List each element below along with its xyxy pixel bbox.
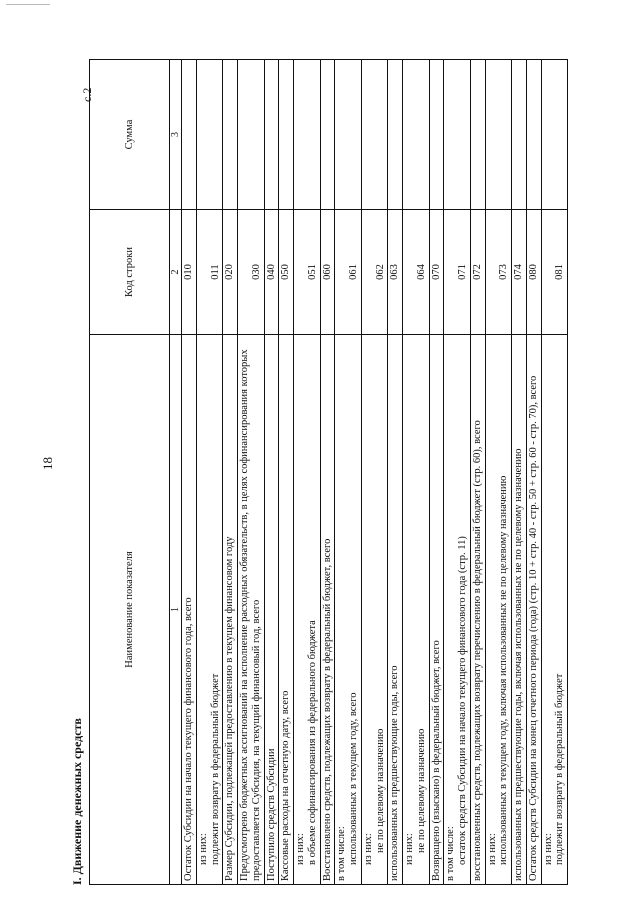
- table-row: [335, 60, 362, 885]
- row-code: 060: [320, 210, 335, 335]
- row-code: 080: [526, 210, 541, 335]
- row-label: Предусмотрено бюджетных ассигнований на исполнение расходных обязательств, в целях софинансирования которых предоставляется Субсидия, на текущий финансовый год, всего: [239, 349, 262, 881]
- section-title: I. Движение денежных средств: [70, 718, 84, 885]
- table-header-row: [90, 60, 170, 885]
- table-row: [238, 60, 265, 885]
- row-label-cell: [485, 335, 512, 885]
- row-label: использованных в текущем году, всего: [348, 692, 360, 865]
- row-label: подлежит возврату в федеральный бюджет: [554, 673, 566, 865]
- row-sub-caption: из них:: [486, 833, 498, 865]
- row-sum: [403, 60, 430, 210]
- row-code: 040: [264, 210, 279, 335]
- rotated-page-content: [70, 55, 610, 885]
- row-label-cell: [335, 335, 362, 885]
- table-row: [196, 60, 223, 885]
- table-row: [294, 60, 321, 885]
- table-row: [361, 60, 388, 885]
- row-label: использованных в текущем году, включая использованных не по целевому назначению: [498, 475, 510, 865]
- row-code: 050: [279, 210, 294, 335]
- row-sub-caption: из них:: [295, 833, 307, 865]
- row-sum: [470, 60, 485, 210]
- row-label-cell: [264, 335, 279, 885]
- row-label-cell: [320, 335, 335, 885]
- row-label-cell: [361, 335, 388, 885]
- column-number: 1: [170, 335, 182, 885]
- table-row: [512, 60, 527, 885]
- table-row: [429, 60, 444, 885]
- table-row: [444, 60, 471, 885]
- row-label: подлежит возврату в федеральный бюджет: [209, 673, 221, 865]
- row-label: использованных в предшествующие годы, включая использованных не по целевому назначению: [513, 448, 525, 881]
- row-code: 074: [512, 210, 527, 335]
- row-sum: [223, 60, 238, 210]
- table-row: [223, 60, 238, 885]
- row-label-cell: [541, 335, 568, 885]
- form-page-label: с.2: [80, 87, 94, 102]
- row-sum: [196, 60, 223, 210]
- row-sum: [264, 60, 279, 210]
- cash-flow-table: [89, 59, 568, 885]
- row-label-cell: [182, 335, 197, 885]
- row-label-cell: [388, 335, 403, 885]
- row-sum: [238, 60, 265, 210]
- header-sum: Сумма: [90, 60, 170, 210]
- row-label: остаток средств Субсидии на начало текущего финансового года (стр. 11): [457, 536, 469, 865]
- row-sub-caption: из них:: [404, 833, 416, 865]
- row-code: 071: [444, 210, 471, 335]
- row-label: использованных в предшествующие годы, всего: [389, 665, 401, 881]
- row-label-cell: [512, 335, 527, 885]
- row-label: Восстановлено средств, подлежащих возврату в федеральный бюджет, всего: [321, 538, 333, 881]
- row-sum: [541, 60, 568, 210]
- row-label: Остаток Субсидии на начало текущего финансового года, всего: [183, 597, 195, 881]
- column-number-row: [170, 60, 182, 885]
- row-code: 051: [294, 210, 321, 335]
- table-row: [526, 60, 541, 885]
- row-code: 072: [470, 210, 485, 335]
- row-label: в объеме софинансирования из федерального бюджета: [306, 620, 318, 865]
- row-label-cell: [444, 335, 471, 885]
- table-row: [264, 60, 279, 885]
- row-sub-caption: из них:: [542, 833, 554, 865]
- row-code: 061: [335, 210, 362, 335]
- row-sum: [335, 60, 362, 210]
- cash-flow-table-wrapper: [89, 59, 568, 885]
- row-label: Размер Субсидии, подлежащей предоставлению в текущем финансовом году: [224, 536, 236, 881]
- row-code: 070: [429, 210, 444, 335]
- row-sum: [294, 60, 321, 210]
- header-name: Наименование показателя: [90, 335, 170, 885]
- row-label: Остаток средств Субсидии на конец отчетного периода (года) (стр. 10 + стр. 40 - стр. 50 + стр. 60 - стр. 70), всего: [527, 375, 539, 881]
- table-row: [388, 60, 403, 885]
- row-code: 081: [541, 210, 568, 335]
- table-row: [485, 60, 512, 885]
- page-number: 18: [40, 457, 55, 470]
- table-row: [279, 60, 294, 885]
- row-code: 064: [403, 210, 430, 335]
- column-number: 2: [170, 210, 182, 335]
- row-label-cell: [196, 335, 223, 885]
- row-label-cell: [470, 335, 485, 885]
- row-sum: [512, 60, 527, 210]
- column-number: 3: [170, 60, 182, 210]
- row-label-cell: [429, 335, 444, 885]
- row-sub-caption: из них:: [197, 833, 209, 865]
- row-sum: [526, 60, 541, 210]
- row-sum: [182, 60, 197, 210]
- row-label-cell: [294, 335, 321, 885]
- row-sum: [444, 60, 471, 210]
- row-code: 030: [238, 210, 265, 335]
- row-label-cell: [238, 335, 265, 885]
- row-code: 063: [388, 210, 403, 335]
- table-row: [320, 60, 335, 885]
- row-code: 020: [223, 210, 238, 335]
- row-sub-caption: из них:: [362, 833, 374, 865]
- table-row: [470, 60, 485, 885]
- row-sub-caption: в том числе:: [445, 826, 457, 881]
- row-label: Кассовые расходы на отчетную дату, всего: [280, 690, 292, 881]
- row-sum: [361, 60, 388, 210]
- row-sum: [388, 60, 403, 210]
- row-sum: [429, 60, 444, 210]
- row-sum: [279, 60, 294, 210]
- row-label: Поступило средств Субсидии: [265, 748, 277, 881]
- table-row: [182, 60, 197, 885]
- row-label-cell: [526, 335, 541, 885]
- row-code: 062: [361, 210, 388, 335]
- table-row: [541, 60, 568, 885]
- row-label-cell: [279, 335, 294, 885]
- row-label: не по целевому назначению: [374, 728, 386, 853]
- row-label: не по целевому назначению: [415, 728, 427, 853]
- row-sum: [320, 60, 335, 210]
- header-code: Код строки: [90, 210, 170, 335]
- row-label: Возвращено (взыскано) в федеральный бюджет, всего: [430, 640, 442, 881]
- row-code: 011: [196, 210, 223, 335]
- row-label: восстановленных средств, подлежащих возврату перечислению в федеральный бюджет (стр. 60), всего: [471, 420, 483, 881]
- table-body: [182, 60, 568, 885]
- row-code: 073: [485, 210, 512, 335]
- row-sub-caption: в том числе:: [336, 826, 348, 881]
- row-code: 010: [182, 210, 197, 335]
- scan-edge-mark: [6, 4, 50, 5]
- row-sum: [485, 60, 512, 210]
- table-row: [403, 60, 430, 885]
- row-label-cell: [403, 335, 430, 885]
- row-label-cell: [223, 335, 238, 885]
